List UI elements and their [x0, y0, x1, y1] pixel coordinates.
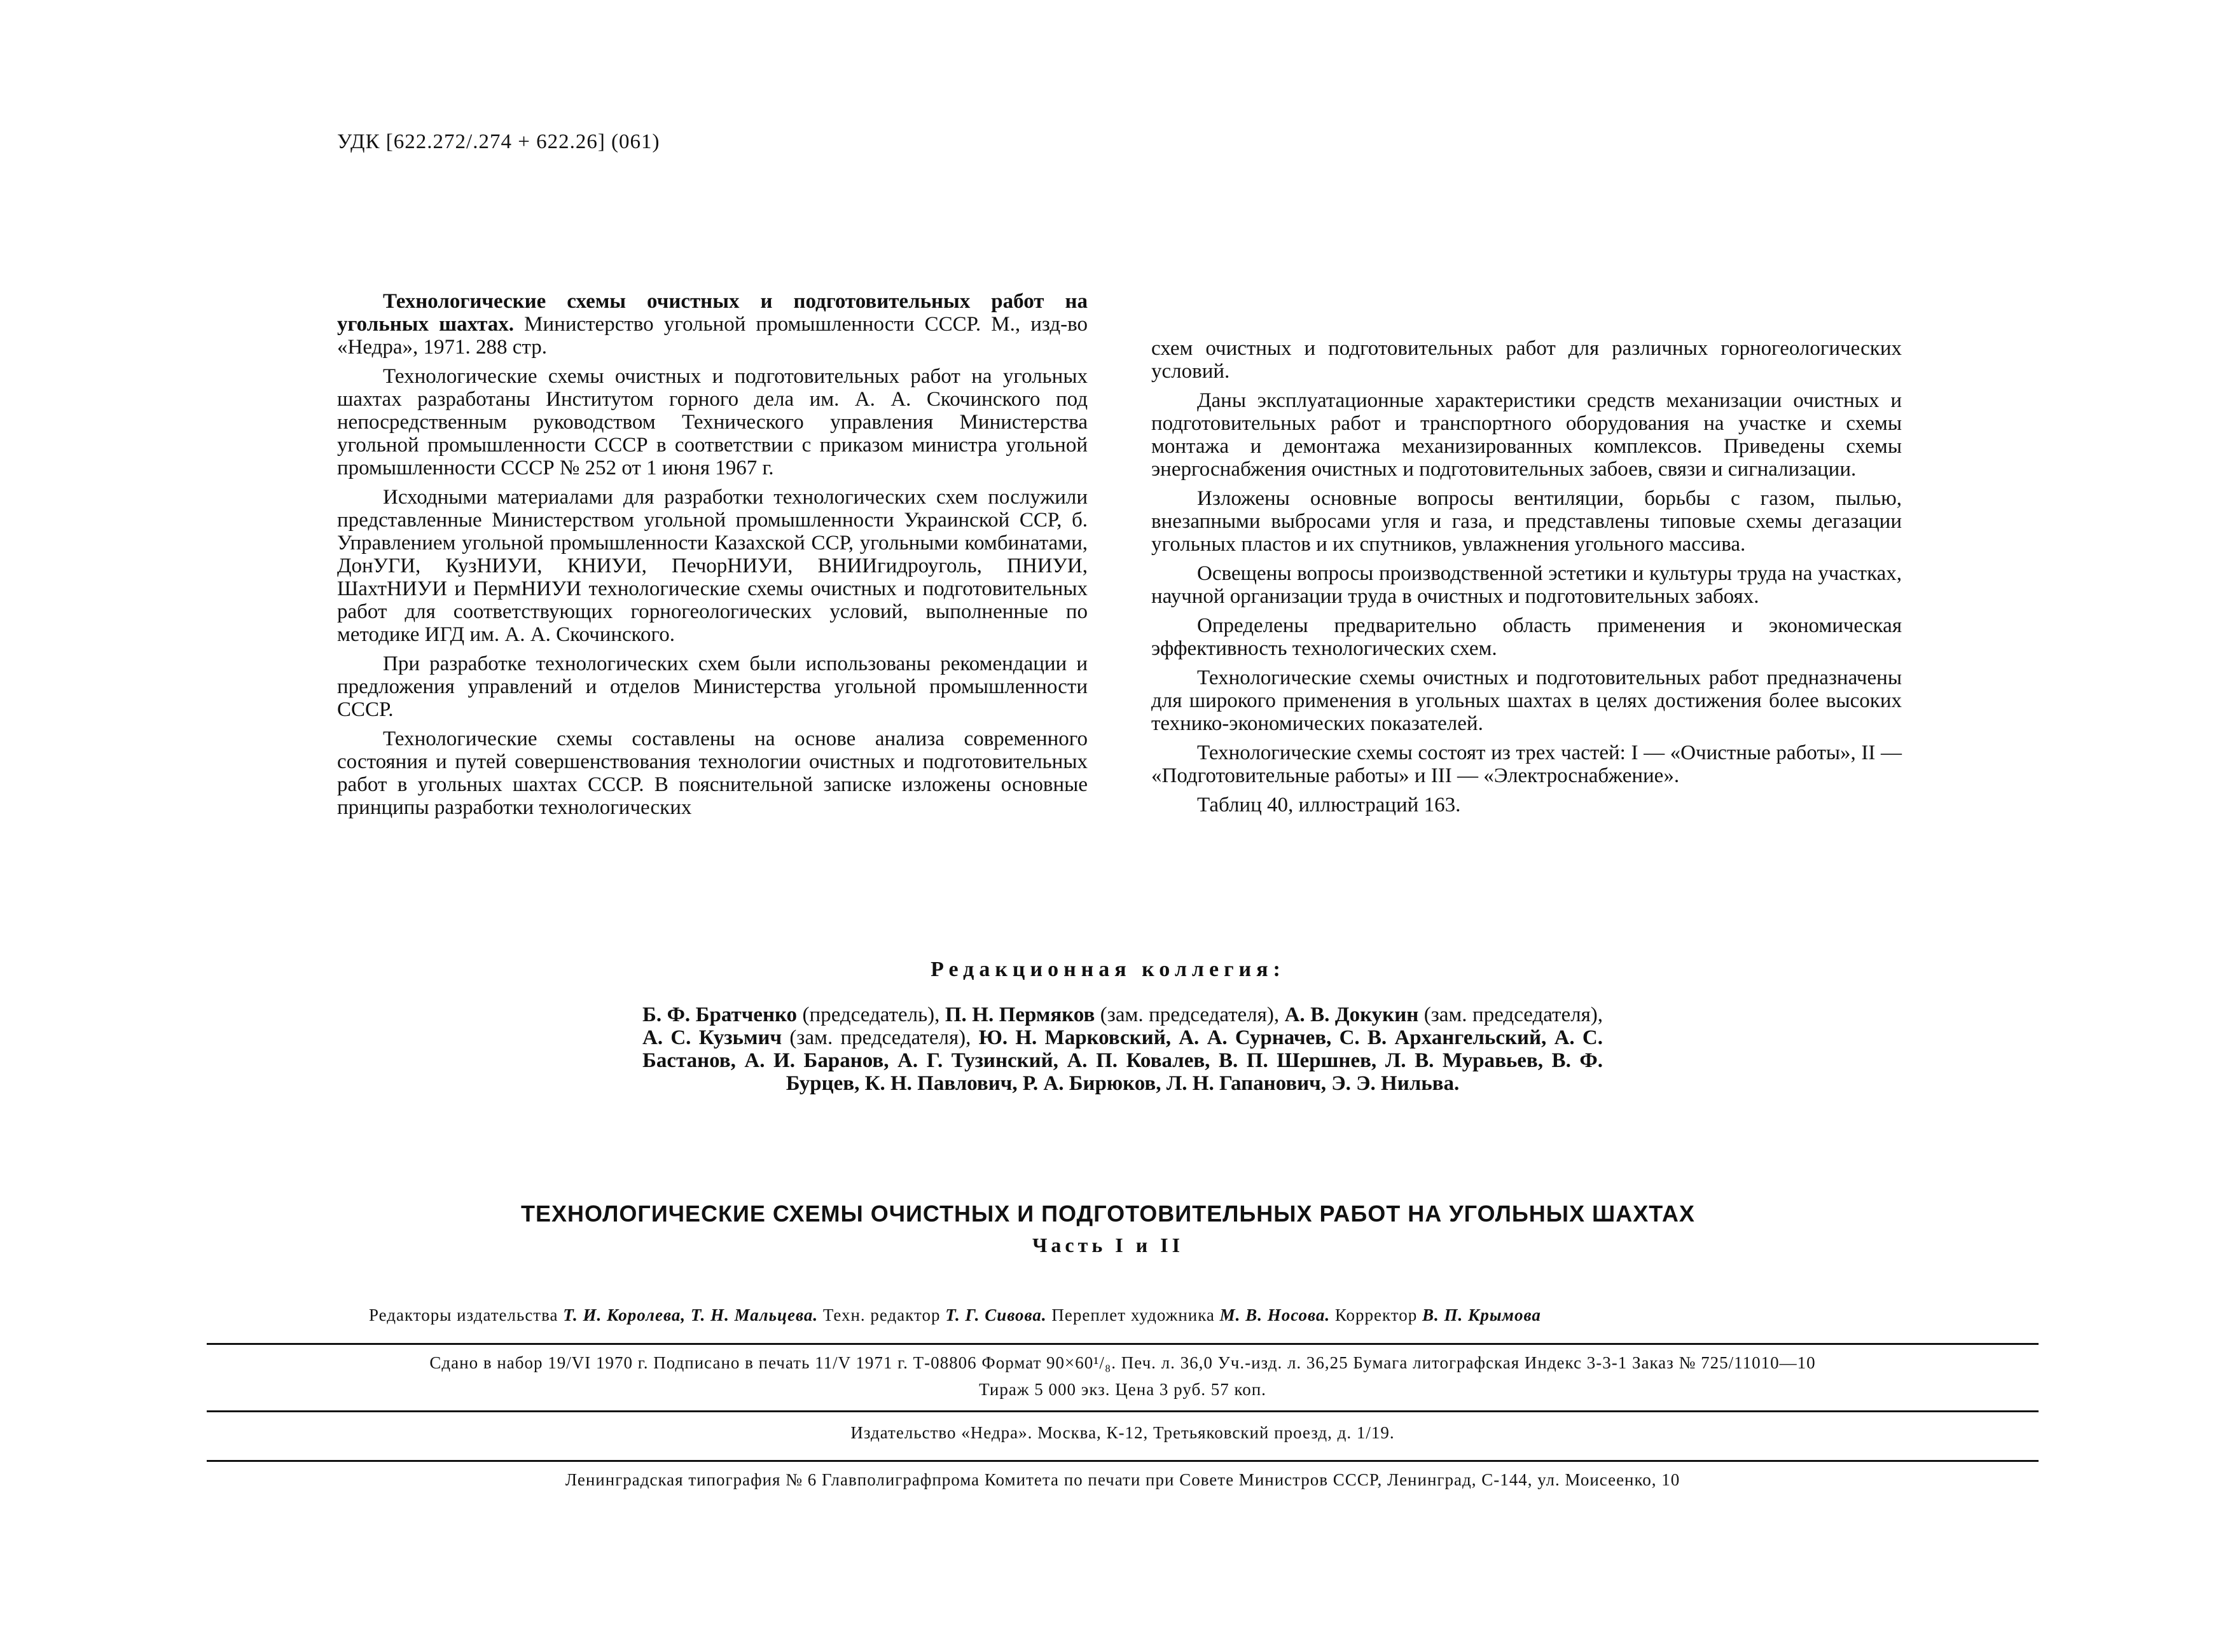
annotation-paragraph: [337, 290, 1088, 359]
editors-line: [369, 1305, 1895, 1325]
annotation-left-column: [337, 290, 1088, 825]
publisher-address: Издательство «Недра». Москва, К-12, Третьяковский проезд, д. 1/19.: [850, 1423, 1395, 1442]
editorial-board-heading: Редакционная коллегия:: [931, 958, 1285, 981]
board-member-name: Ю. Н. Марковский, А. А. Сурначев, С. В. Архангельский, А. С. Бастанов, А. И. Баранов, А. Г. Тузинский, А. П. Ковалев, В. П. Шершнев, Л. В. Муравьев, В. Ф. Бурцев, К. Н. Павлович, Р. А. Бирюков, Л. Н. Гапанович, Э. Э. Нильва.: [642, 1026, 1603, 1095]
board-member-role: (зам. председателя),: [782, 1026, 979, 1049]
udk-code: УДК [622.272/.274 + 622.26] (061): [337, 130, 660, 153]
annotation-paragraph: При разработке технологических схем были использованы рекомендации и предложения управлений и отделов Министерства угольной промышленности СССР.: [337, 652, 1088, 721]
binding-artist-label: Переплет художника: [1046, 1305, 1220, 1325]
divider: [207, 1343, 2039, 1345]
annotation-paragraph: Технологические схемы очистных и подготовительных работ на угольных шахтах разработаны Институтом горного дела им. А. А. Скочинского под непосредственным руководством Технического управления Министерства угольной промышленности СССР в соответствии с приказом министра угольной промышленности СССР № 252 от 1 июня 1967 г.: [337, 365, 1088, 479]
annotation-paragraph: Изложены основные вопросы вентиляции, борьбы с газом, пылью, внезапными выбросами угля и газа, и представлены типовые схемы дегазации угольных пластов и их спутников, увлажнения угольного массива.: [1151, 487, 1902, 556]
board-member-name: А. С. Кузьмич: [642, 1026, 782, 1049]
printer-address: Ленинградская типография № 6 Главполиграфпрома Комитета по печати при Совете Министров СССР, Ленинград, С-144, ул. Моисеенко, 10: [565, 1470, 1680, 1489]
annotation-paragraph: Даны эксплуатационные характеристики средств механизации очистных и подготовительных работ и транспортного оборудования на участке и схемы монтажа и демонтажа механизированных комплексов. Приведены схемы энергоснабжения очистных и подготовительных забоев, связи и сигнализации.: [1151, 389, 1902, 481]
proofreader-name: В. П. Крымова: [1422, 1305, 1541, 1325]
annotation-paragraph: Освещены вопросы производственной эстетики и культуры труда на участках, научной организации труда в очистных и подготовительных забоях.: [1151, 562, 1902, 608]
book-title: ТЕХНОЛОГИЧЕСКИЕ СХЕМЫ ОЧИСТНЫХ И ПОДГОТОВИТЕЛЬНЫХ РАБОТ НА УГОЛЬНЫХ ШАХТАХ: [521, 1201, 1695, 1227]
annotation-paragraph: схем очистных и подготовительных работ для различных горногеологических условий.: [1151, 337, 1902, 383]
editors-label: Редакторы издательства: [369, 1305, 564, 1325]
annotation-paragraph: Технологические схемы составлены на основе анализа современного состояния и путей совершенствования технологии очистных и подготовительных работ в угольных шахтах СССР. В пояснительной записке изложены основные принципы разработки технологических: [337, 727, 1088, 819]
divider: [207, 1410, 2039, 1412]
tech-editor-label: Техн. редактор: [818, 1305, 946, 1325]
print-run-price: Тираж 5 000 экз. Цена 3 руб. 57 коп.: [979, 1380, 1266, 1399]
board-member-role: (председатель),: [797, 1003, 945, 1026]
proofreader-label: Корректор: [1330, 1305, 1422, 1325]
annotation-paragraph: Технологические схемы состоят из трех частей: I — «Очистные работы», II — «Подготовительные работы» и III — «Электроснабжение».: [1151, 741, 1902, 787]
tables-illustrations-count: Таблиц 40, иллюстраций 163.: [1197, 794, 1461, 816]
tech-editor-name: Т. Г. Сивова.: [945, 1305, 1047, 1325]
book-title-bold: Технологические схемы очистных и подготовительных работ на угольных шахтах.: [337, 290, 1088, 336]
divider: [207, 1460, 2039, 1462]
annotation-paragraph: Технологические схемы очистных и подготовительных работ предназначены для широкого применения в угольных шахтах в целях достижения более высоких технико-экономических показателей.: [1151, 666, 1902, 735]
imprint-details: Сдано в набор 19/VI 1970 г. Подписано в печать 11/V 1971 г. Т-08806 Формат 90×60¹/₈. Печ. л. 36,0 Уч.-изд. л. 36,25 Бумага литографская Индекс 3-3-1 Заказ № 725/11010—10: [429, 1353, 1816, 1372]
editor-names: Т. И. Королева, Т. Н. Мальцева.: [563, 1305, 819, 1325]
annotation-paragraph: Определены предварительно область применения и экономическая эффективность технологических схем.: [1151, 614, 1902, 660]
board-member-role: (зам. председателя),: [1418, 1003, 1603, 1026]
bibliographic-info: Министерство угольной промышленности СССР. М., изд-во «Недра», 1971. 288 стр.: [337, 313, 1088, 359]
annotation-right-column: [1151, 337, 1902, 823]
board-member-name: Б. Ф. Братченко: [642, 1003, 798, 1026]
editorial-board-members: [642, 1003, 1603, 1095]
binding-artist-name: М. В. Носова.: [1219, 1305, 1331, 1325]
book-part: Часть I и II: [1032, 1234, 1184, 1256]
board-member-name: А. В. Докукин: [1284, 1003, 1419, 1026]
board-member-role: (зам. председателя),: [1095, 1003, 1285, 1026]
annotation-paragraph: Исходными материалами для разработки технологических схем послужили представленные Министерством угольной промышленности Украинской ССР, б. Управлением угольной промышленности Казахской ССР, угольными комбинатами, ДонУГИ, КузНИУИ, КНИУИ, ПечорНИУИ, ВНИИгидроуголь, ПНИУИ, ШахтНИУИ и ПермНИУИ технологические схемы очистных и подготовительных работ для соответствующих горногеологических условий, выполненные по методике ИГД им. А. А. Скочинского.: [337, 486, 1088, 646]
board-member-name: П. Н. Пермяков: [945, 1003, 1095, 1026]
